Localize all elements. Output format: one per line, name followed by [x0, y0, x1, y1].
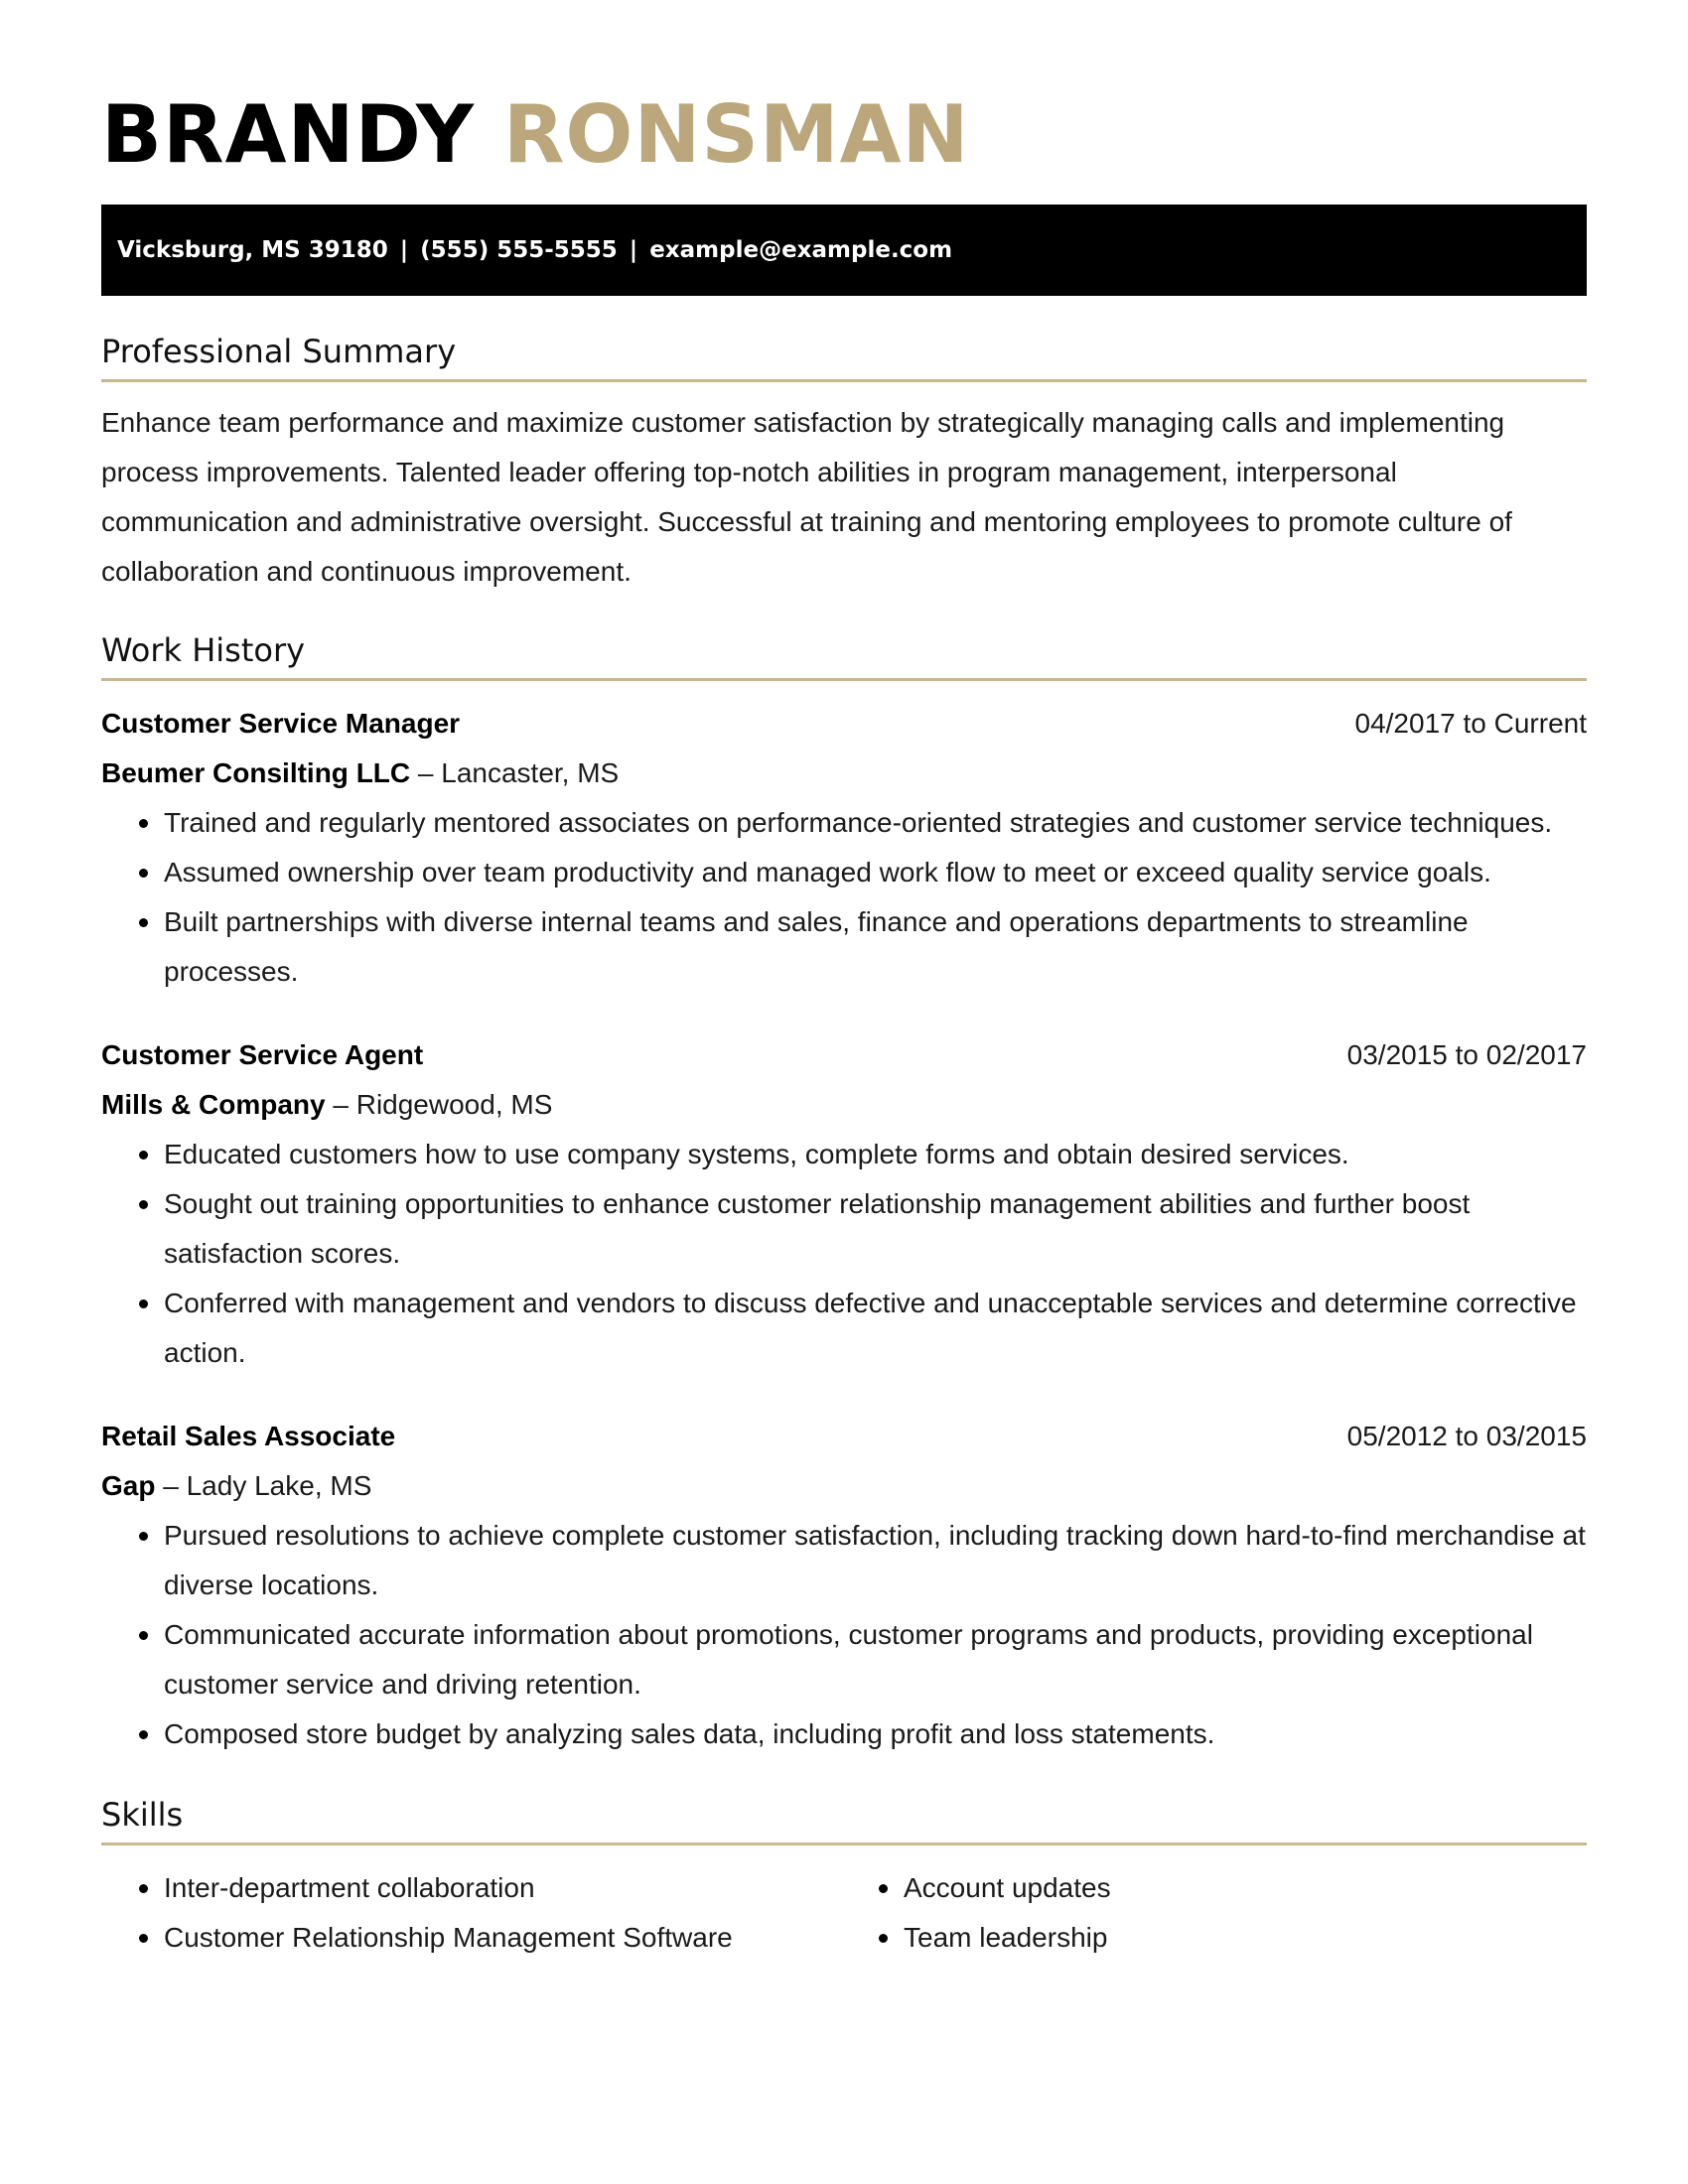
job-location: – Lady Lake, MS: [155, 1470, 372, 1501]
job-bullet: Conferred with management and vendors to discuss defective and unacceptable services and determine corrective action.: [101, 1279, 1587, 1378]
job-company: Gap: [101, 1470, 156, 1501]
bullet-icon: [879, 1884, 888, 1893]
bullet-icon: [139, 1299, 148, 1308]
job-company-line: [101, 749, 1587, 798]
job-location: – Ridgewood, MS: [325, 1089, 553, 1120]
resume-page: [101, 87, 1587, 1963]
bullet-icon: [139, 1532, 148, 1541]
skill-item: Team leadership: [844, 1913, 1587, 1963]
bullet-icon: [139, 918, 148, 927]
bullet-icon: [139, 1631, 148, 1640]
bullet-icon: [139, 869, 148, 878]
bullet-icon: [139, 1151, 148, 1160]
job-entry: [101, 1412, 1587, 1759]
last-name: RONSMAN: [502, 88, 970, 181]
job-bullet: Built partnerships with diverse internal teams and sales, finance and operations departments to streamline processes.: [101, 897, 1587, 997]
job-dates: 05/2012 to 03/2015: [1346, 1421, 1587, 1451]
job-location: – Lancaster, MS: [410, 757, 620, 788]
job-bullets: [101, 1130, 1587, 1378]
summary-text: Enhance team performance and maximize customer satisfaction by strategically managing calls and implementing process improvements. Talented leader offering top-notch abilities in program management, interpersonal communication and administrative oversight. Successful at training and mentoring employees to promote culture of collaboration and continuous improvement.: [101, 407, 1512, 587]
job-entry: [101, 1030, 1587, 1378]
bullet-icon: [139, 1884, 148, 1893]
job-company-line: [101, 1080, 1587, 1130]
job-title: Customer Service Agent: [101, 1039, 424, 1070]
summary-heading: Professional Summary: [101, 332, 1587, 382]
job-bullet: Assumed ownership over team productivity and managed work flow to meet or exceed quality service goals.: [101, 848, 1587, 897]
first-name: BRANDY: [101, 88, 475, 181]
job-entry: [101, 699, 1587, 997]
bullet-icon: [879, 1934, 888, 1943]
skill-item: Account updates: [844, 1863, 1587, 1913]
bullet-icon: [139, 1730, 148, 1739]
job-bullets: [101, 1511, 1587, 1759]
job-dates: 04/2017 to Current: [1354, 708, 1587, 739]
candidate-name: [101, 87, 1587, 183]
job-bullet: Educated customers how to use company systems, complete forms and obtain desired services.: [101, 1130, 1587, 1179]
skill-item: Customer Relationship Management Software: [101, 1913, 844, 1963]
contact-location: Vicksburg, MS 39180: [117, 237, 388, 263]
skills-column-left: [101, 1863, 844, 1963]
skills-heading: Skills: [101, 1795, 1587, 1845]
job-company: Mills & Company: [101, 1089, 326, 1120]
bullet-icon: [139, 1934, 148, 1943]
job-title: Customer Service Manager: [101, 708, 461, 739]
skill-item: Inter-department collaboration: [101, 1863, 844, 1913]
contact-separator: |: [629, 237, 638, 263]
job-dates: 03/2015 to 02/2017: [1346, 1039, 1587, 1070]
skills-column-right: [844, 1863, 1587, 1963]
contact-phone: (555) 555-5555: [420, 237, 618, 263]
job-bullet: Trained and regularly mentored associates on performance-oriented strategies and customer service techniques.: [101, 798, 1587, 848]
job-bullet: Communicated accurate information about promotions, customer programs and products, providing exceptional customer service and driving retention.: [101, 1610, 1587, 1709]
job-company: Beumer Consilting LLC: [101, 757, 411, 788]
job-bullet: Pursued resolutions to achieve complete customer satisfaction, including tracking down hard-to-find merchandise at diverse locations.: [101, 1511, 1587, 1610]
bullet-icon: [139, 819, 148, 828]
contact-bar: [101, 205, 1587, 296]
contact-separator: |: [399, 237, 409, 263]
job-bullet: Composed store budget by analyzing sales data, including profit and loss statements.: [101, 1709, 1587, 1759]
job-title: Retail Sales Associate: [101, 1421, 396, 1451]
contact-email: example@example.com: [649, 237, 953, 263]
work-history-heading: Work History: [101, 630, 1587, 681]
job-bullet: Sought out training opportunities to enhance customer relationship management abilities and further boost satisfaction scores.: [101, 1179, 1587, 1279]
bullet-icon: [139, 1200, 148, 1209]
job-company-line: [101, 1461, 1587, 1511]
job-bullets: [101, 798, 1587, 997]
skills-list: [101, 1863, 1587, 1963]
